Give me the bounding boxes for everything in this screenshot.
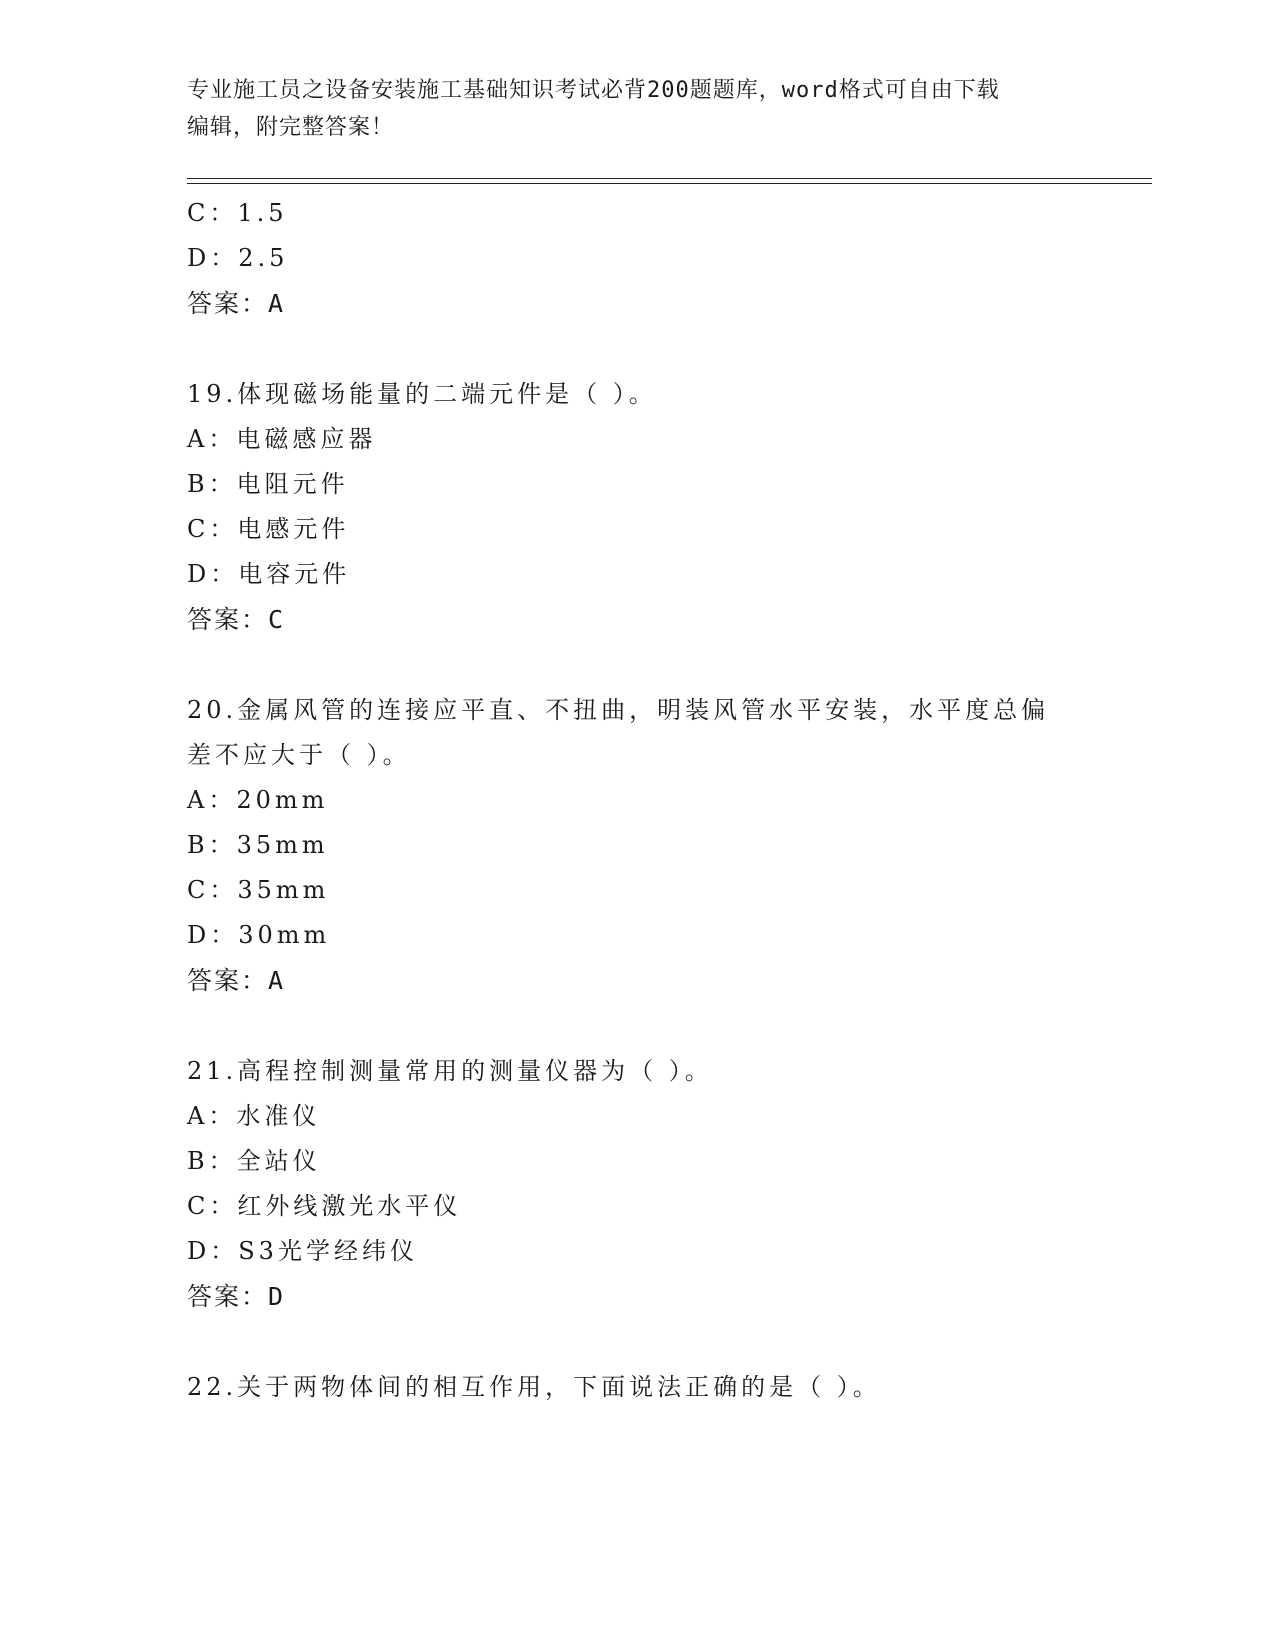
question-20 bbox=[187, 688, 1087, 1003]
answer-line: 答案：A bbox=[187, 289, 286, 318]
option-a: A：电磁感应器 bbox=[187, 425, 377, 453]
question-stem: 20.金属风管的连接应平直、不扭曲，明装风管水平安装，水平度总偏 bbox=[187, 696, 1050, 724]
question-list bbox=[187, 191, 1087, 1410]
option-b: B：全站仪 bbox=[187, 1147, 321, 1175]
option-a: A：20mm bbox=[187, 786, 329, 814]
option-d: D：S3光学经纬仪 bbox=[187, 1237, 418, 1265]
option-b: B：35mm bbox=[187, 831, 329, 859]
answer-line: 答案：A bbox=[187, 966, 286, 995]
question-stem: 19.体现磁场能量的二端元件是（ ）。 bbox=[187, 380, 657, 408]
option-c: C：35mm bbox=[187, 876, 330, 904]
question-18-tail bbox=[187, 191, 1087, 326]
answer-line: 答案：D bbox=[187, 1282, 286, 1311]
option-c: C：电感元件 bbox=[187, 515, 350, 543]
option-d: D：2.5 bbox=[187, 244, 289, 272]
option-c: C：1.5 bbox=[187, 199, 288, 227]
header-title-line-1: 专业施工员之设备安装施工基础知识考试必背200题题库，word格式可自由下载 bbox=[187, 78, 1000, 103]
option-c: C：红外线激光水平仪 bbox=[187, 1192, 462, 1220]
question-22 bbox=[187, 1365, 1087, 1410]
option-b: B：电阻元件 bbox=[187, 470, 349, 498]
question-stem-continued: 差不应大于（ ）。 bbox=[187, 741, 411, 769]
question-stem: 22.关于两物体间的相互作用，下面说法正确的是（ ）。 bbox=[187, 1373, 881, 1401]
header-divider-bottom bbox=[187, 183, 1152, 184]
header-title-line-2: 编辑，附完整答案！ bbox=[187, 115, 395, 140]
answer-line: 答案：C bbox=[187, 605, 286, 634]
question-19 bbox=[187, 372, 1087, 642]
document-header bbox=[187, 72, 1087, 146]
question-21 bbox=[187, 1049, 1087, 1319]
header-divider-top bbox=[187, 178, 1152, 179]
option-d: D：电容元件 bbox=[187, 560, 351, 588]
option-d: D：30mm bbox=[187, 921, 331, 949]
option-a: A：水准仪 bbox=[187, 1102, 321, 1130]
question-stem: 21.高程控制测量常用的测量仪器为（ ）。 bbox=[187, 1057, 713, 1085]
